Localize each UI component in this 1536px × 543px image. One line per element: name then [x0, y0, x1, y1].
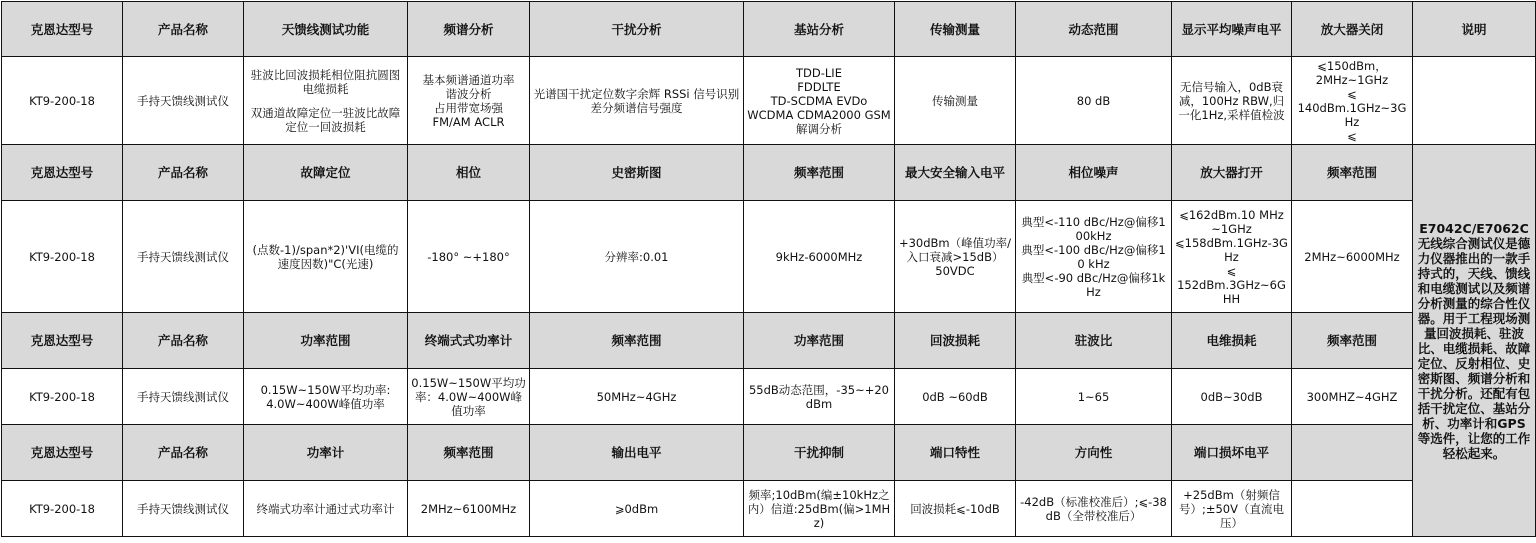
data-cell-col9	[1172, 57, 1292, 145]
data-cell-col7	[895, 369, 1016, 425]
cell-line: 2MHz~6100MHz	[420, 501, 517, 516]
data-cell-col5	[530, 369, 744, 425]
cell-line: 152dBm.3GHz~6GHH	[1177, 277, 1286, 306]
data-cell-col8	[1016, 481, 1172, 537]
header-cell-col5: 输出电平	[530, 425, 744, 481]
header-cell-col4: 相位	[408, 145, 530, 201]
header-cell-col10: 频率范围	[1292, 145, 1413, 201]
data-cell-col7	[895, 201, 1016, 313]
header-cell-col9: 电维损耗	[1172, 313, 1292, 369]
cell-line: 典型<-90 dBc/Hz@偏移1kHz	[1021, 270, 1166, 299]
data-cell-col9	[1172, 201, 1292, 313]
cell-line: 手持天馈线测试仪	[137, 389, 229, 404]
header-cell-col10: 放大器关闭	[1292, 2, 1413, 57]
cell-line: ⩽162dBm.10 MHz~1GHz	[1179, 207, 1284, 236]
data-cell-col4	[408, 57, 530, 145]
header-row	[2, 425, 1536, 481]
data-cell-product-name	[123, 57, 244, 145]
header-cell-col4: 频率范围	[408, 425, 530, 481]
cell-line: KT9-200-18	[29, 389, 95, 404]
note-description: E7042C/E7062C无线综合测试仪是德力仪器推出的一款手持式的，天线、馈线和电缆测试以及频谱分析测量的综合性仪器。用于工程现场测量回波损耗、驻波比、电缆损耗、故障定位、反射相位、史密斯图、频谱分析和干扰分析。还配有包括干扰定位、基站分析、功率计和GPS等选件，让您的工作轻松起来。	[1413, 145, 1536, 537]
header-cell-col5: 干扰分析	[530, 2, 744, 57]
cell-line: ⩽158dBm.1GHz-3GHz	[1175, 235, 1288, 264]
data-cell-col10	[1292, 369, 1413, 425]
cell-line: ⩽	[1347, 128, 1357, 143]
data-cell-col6	[744, 201, 895, 313]
note-header: 说明	[1413, 2, 1536, 57]
header-cell-col3: 天馈线测试功能	[244, 2, 408, 57]
header-cell-col7: 传输测量	[895, 2, 1016, 57]
header-cell-col5: 史密斯图	[530, 145, 744, 201]
header-cell-col3: 功率范围	[244, 313, 408, 369]
cell-line	[247, 96, 404, 106]
cell-line: 手持天馈线测试仪	[137, 501, 229, 516]
data-cell-model	[2, 481, 123, 537]
cell-line: -180° ~+180°	[427, 249, 510, 264]
header-cell-col8: 驻波比	[1016, 313, 1172, 369]
cell-line: 典型<-100 dBc/Hz@偏移10 kHz	[1021, 242, 1166, 271]
data-cell-col7	[895, 481, 1016, 537]
data-cell-col5	[530, 57, 744, 145]
header-cell-product-name: 产品名称	[123, 2, 244, 57]
data-cell-col4	[408, 201, 530, 313]
data-cell-col8	[1016, 201, 1172, 313]
data-cell-col6	[744, 481, 895, 537]
data-cell-col4	[408, 481, 530, 537]
header-cell-col6: 干扰抑制	[744, 425, 895, 481]
cell-line: 频率;10dBm(编±10kHz之内）信道:25dBm(偏>1MHz)	[747, 487, 891, 530]
header-cell-col6: 功率范围	[744, 313, 895, 369]
cell-line: 0.15W~150W平均功率:	[260, 382, 391, 397]
data-cell-product-name	[123, 481, 244, 537]
header-cell-col4: 频谱分析	[408, 2, 530, 57]
data-cell-col3	[244, 369, 408, 425]
cell-line: ⩽	[1347, 86, 1357, 101]
data-cell-col4	[408, 369, 530, 425]
cell-line: 双通道故障定位一驻波比故障定位一回波损耗	[250, 105, 401, 134]
cell-line: 2MHz~1GHz	[1315, 72, 1389, 87]
cell-line: ⩽150dBm，	[1317, 58, 1387, 73]
cell-line: KT9-200-18	[29, 501, 95, 516]
cell-line: +25dBm（射频信号）;±50V（直流电压）	[1178, 487, 1284, 530]
cell-line: 0.15W~150W平均功率：4.0W~400W峰值功率	[411, 375, 526, 418]
header-cell-model: 克恩达型号	[2, 145, 123, 201]
data-cell-col10	[1292, 57, 1413, 145]
cell-line: -42dB（标准校准后）;⩽-38dB（全带校准后）	[1020, 494, 1167, 523]
cell-line: KT9-200-18	[29, 249, 95, 264]
header-cell-col8: 相位噪声	[1016, 145, 1172, 201]
cell-line: 传输测量	[932, 93, 978, 108]
cell-line: +30dBm（峰值功率/入口衰减>15dB）	[898, 235, 1012, 264]
cell-line: 9kHz-6000MHz	[775, 249, 863, 264]
data-cell-col3	[244, 201, 408, 313]
header-cell-col7: 回波损耗	[895, 313, 1016, 369]
data-cell-product-name	[123, 369, 244, 425]
data-cell-product-name	[123, 201, 244, 313]
header-cell-col9: 放大器打开	[1172, 145, 1292, 201]
header-cell-model: 克恩达型号	[2, 425, 123, 481]
spec-table	[1, 1, 1536, 537]
data-cell-model	[2, 369, 123, 425]
header-cell-product-name: 产品名称	[123, 145, 244, 201]
header-row	[2, 313, 1536, 369]
header-cell-product-name: 产品名称	[123, 313, 244, 369]
cell-line: FM/AM ACLR	[432, 114, 505, 129]
cell-line: 占用带宽场强	[434, 100, 503, 115]
header-cell-col3: 故障定位	[244, 145, 408, 201]
data-cell-col5	[530, 481, 744, 537]
header-cell-product-name: 产品名称	[123, 425, 244, 481]
cell-line: 0dB ~60dB	[922, 389, 988, 404]
cell-line: 手持天馈线测试仪	[137, 93, 229, 108]
cell-line: ⩾0dBm	[614, 501, 659, 516]
cell-line: 基本频谱通道功率	[422, 72, 515, 87]
header-cell-col7: 端口特性	[895, 425, 1016, 481]
data-cell-model	[2, 57, 123, 145]
header-cell-col9: 端口损坏电平	[1172, 425, 1292, 481]
header-cell-col3: 功率计	[244, 425, 408, 481]
header-cell-col6: 频率范围	[744, 145, 895, 201]
header-row	[2, 145, 1536, 201]
data-cell-col5	[530, 201, 744, 313]
header-cell-col10: 频率范围	[1292, 313, 1413, 369]
header-cell-col8: 方向性	[1016, 425, 1172, 481]
cell-line: 1~65	[1077, 389, 1110, 404]
header-cell-col5: 频率范围	[530, 313, 744, 369]
data-cell-col6	[744, 369, 895, 425]
header-cell-col4: 终端式式功率计	[408, 313, 530, 369]
data-row	[2, 481, 1536, 537]
cell-line: 无信号输入，0dB衰减，100Hz RBW,归一化1Hz,采样值检波	[1178, 79, 1285, 122]
cell-line: 140dBm.1GHz~3GHz	[1297, 100, 1407, 129]
header-cell-model: 克恩达型号	[2, 2, 123, 57]
data-cell-col10	[1292, 481, 1413, 537]
data-cell-model	[2, 201, 123, 313]
cell-line: 手持天馈线测试仪	[137, 249, 229, 264]
data-cell-col8	[1016, 369, 1172, 425]
cell-line: 分辨率:0.01	[604, 249, 669, 264]
header-cell-col7: 最大安全输入电平	[895, 145, 1016, 201]
data-cell-col10	[1292, 201, 1413, 313]
cell-line: KT9-200-18	[29, 93, 95, 108]
data-cell-col3	[244, 481, 408, 537]
cell-line: 55dB动态范围，-35~+20dBm	[748, 382, 889, 411]
data-row	[2, 201, 1536, 313]
data-cell-col8	[1016, 57, 1172, 145]
data-cell-col7	[895, 57, 1016, 145]
cell-line: 50VDC	[935, 263, 975, 278]
cell-line: 驻波比回波损耗相位阻抗圆图电缆损耗	[250, 67, 401, 96]
cell-line: 回波损耗⩽-10dB	[910, 501, 1000, 516]
cell-line: (点数-1)/span*2)'VI(电缆的速度因数)"C(光速)	[252, 242, 399, 271]
cell-line: 2MHz~6000MHz	[1304, 249, 1400, 264]
cell-line: ⩽	[1226, 263, 1237, 278]
data-row	[2, 369, 1536, 425]
cell-line: 0dB~30dB	[1200, 389, 1263, 404]
cell-line: 终端式功率计通过式功率计	[256, 501, 395, 516]
header-row	[2, 2, 1536, 57]
cell-line: 4.0W~400W峰值功率	[266, 396, 385, 411]
cell-line: 50MHz~4GHz	[596, 389, 677, 404]
header-cell-col6: 基站分析	[744, 2, 895, 57]
cell-line: TDD-LIE	[796, 65, 842, 80]
data-cell-col3	[244, 57, 408, 145]
cell-line: 光谱国干扰定位数字余辉 RSSi 信号识别差分频谱信号强度	[533, 86, 740, 115]
cell-line: 300MHZ~4GHZ	[1306, 389, 1398, 404]
data-cell-col9	[1172, 481, 1292, 537]
header-cell-model: 克恩达型号	[2, 313, 123, 369]
spec-table-body	[2, 2, 1536, 537]
cell-line: 谐波分析	[445, 86, 492, 101]
header-cell-col9: 显示平均噪声电平	[1172, 2, 1292, 57]
cell-line: WCDMA CDMA2000 GSM解调分析	[747, 107, 891, 136]
data-cell-col9	[1172, 369, 1292, 425]
note-spacer-cell	[1413, 57, 1536, 145]
data-row	[2, 57, 1536, 145]
data-cell-col6	[744, 57, 895, 145]
header-cell-col8: 动态范围	[1016, 2, 1172, 57]
cell-line: FDDLTE	[797, 79, 841, 94]
cell-line: 典型<-110 dBc/Hz@偏移100kHz	[1021, 214, 1166, 243]
header-cell-col10	[1292, 425, 1413, 481]
cell-line: TD-SCDMA EVDo	[770, 93, 868, 108]
cell-line: 80 dB	[1076, 93, 1111, 108]
